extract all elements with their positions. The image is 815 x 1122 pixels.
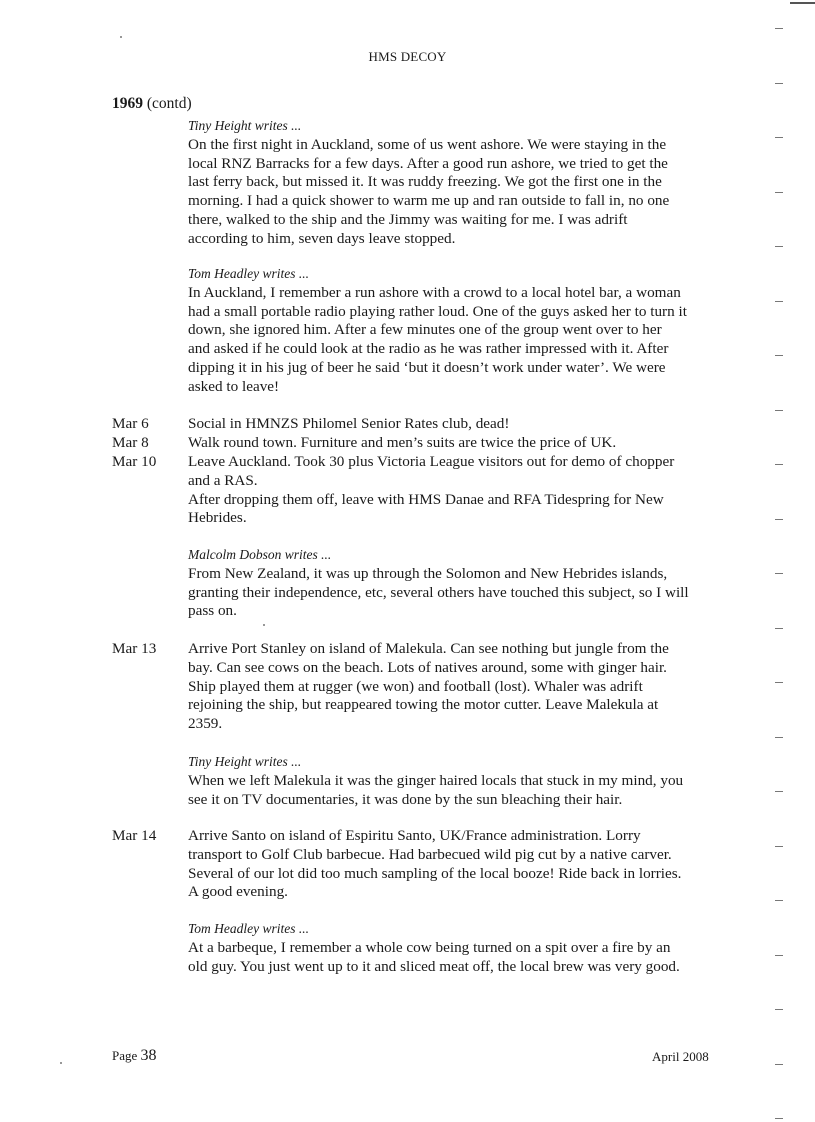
text-line: there, walked to the ship and the Jimmy was waiting for me. I was adrift: [188, 210, 628, 228]
margin-tick: [775, 955, 783, 956]
text-line: When we left Malekula it was the ginger haired locals that stuck in my mind, you: [188, 771, 684, 789]
text-line: dipping it in his jug of beer he said ‘but it doesn’t work under water’. We were: [188, 358, 666, 376]
text-line: On the first night in Auckland, some of us went ashore. We were staying in the: [188, 135, 667, 153]
text-line: old guy. You just went up to it and sliced meat off, the local brew was very good.: [188, 957, 680, 975]
text-line: Arrive Port Stanley on island of Malekula. Can see nothing but jungle from the: [188, 640, 669, 657]
text-line: and asked if he could look at the radio as he was rather impressed with it. After: [188, 340, 669, 358]
text-line: In Auckland, I remember a run ashore with a crowd to a local hotel bar, a woman: [188, 283, 681, 301]
diary-entry: [188, 827, 728, 902]
margin-tick: [775, 791, 783, 792]
author-byline: Malcolm Dobson writes ...: [188, 547, 332, 562]
author-byline: Tiny Height writes ...: [188, 754, 302, 769]
text-line: morning. I had a quick shower to warm me up and ran outside to fall in, no one: [188, 192, 670, 210]
text-line: last ferry back, but missed it. It was ruddy freezing. We got the first one in the: [188, 173, 662, 191]
text-line: Social in HMNZS Philomel Senior Rates club, dead!: [188, 415, 510, 432]
text-line: Hebrides.: [188, 509, 247, 527]
margin-tick: [775, 1064, 783, 1065]
margin-tick: [775, 573, 783, 574]
text-line: From New Zealand, it was up through the Solomon and New Hebrides islands,: [188, 564, 668, 582]
text-line: asked to leave!: [188, 377, 280, 395]
page-footer-left: [112, 1047, 157, 1065]
margin-tick: [775, 410, 783, 411]
page-number: 38: [140, 1047, 157, 1064]
anecdote-block: [188, 546, 728, 621]
text-line: see it on TV documentaries, it was done by the sun bleaching their hair.: [188, 790, 623, 808]
margin-tick: [775, 1118, 783, 1119]
anecdote-block: [188, 753, 728, 809]
diary-entry: [188, 434, 728, 453]
diary-date: Mar 14: [112, 827, 157, 844]
text-line: down, she ignored him. After a few minutes one of the group went over to her: [188, 321, 662, 339]
diary-date: Mar 10: [112, 453, 157, 470]
page-footer-date: April 2008: [652, 1049, 709, 1064]
margin-tick: [775, 900, 783, 901]
diary-date: Mar 6: [112, 415, 149, 432]
margin-tick: [775, 846, 783, 847]
scan-edge-mark: [790, 2, 815, 4]
margin-tick: [775, 192, 783, 193]
text-line: bay. Can see cows on the beach. Lots of natives around, some with ginger hair.: [188, 658, 667, 676]
margin-tick: [775, 28, 783, 29]
margin-tick: [775, 301, 783, 302]
text-line: Walk round town. Furniture and men’s suits are twice the price of UK.: [188, 434, 617, 451]
text-line: Leave Auckland. Took 30 plus Victoria League visitors out for demo of chopper: [188, 453, 675, 470]
margin-tick: [775, 464, 783, 465]
margin-tick: [775, 682, 783, 683]
diary-entry: [188, 415, 728, 434]
text-line: A good evening.: [188, 883, 288, 901]
text-line: rejoining the ship, but reappeared towing the motor cutter. Leave Malekula at: [188, 696, 659, 714]
text-line: pass on.: [188, 602, 237, 620]
text-line: After dropping them off, leave with HMS Danae and RFA Tidespring for New: [188, 490, 664, 508]
year-number: 1969: [112, 95, 143, 112]
text-line: granting their independence, etc, several others have touched this subject, so I will: [188, 583, 689, 601]
text-line: Several of our lot did too much sampling of the local booze! Ride back in lorries.: [188, 864, 682, 882]
diary-date: Mar 8: [112, 434, 149, 451]
author-byline: Tom Headley writes ...: [188, 921, 309, 936]
page-label: Page: [112, 1048, 141, 1063]
diary-entry: [188, 453, 728, 528]
diary-entry: [188, 640, 728, 734]
text-line: 2359.: [188, 715, 223, 733]
text-line: local RNZ Barracks for a few days. After a good run ashore, we tried to get the: [188, 154, 668, 172]
running-header: HMS DECOY: [368, 49, 447, 64]
text-line: transport to Golf Club barbecue. Had barbecued wild pig cut by a native carver.: [188, 845, 672, 863]
anecdote-block: [188, 920, 728, 976]
year-suffix: (contd): [143, 95, 192, 112]
anecdote-block: [188, 265, 728, 397]
margin-tick: [775, 83, 783, 84]
author-byline: Tiny Height writes ...: [188, 118, 302, 133]
margin-tick: [775, 737, 783, 738]
margin-tick: [775, 355, 783, 356]
text-line: had a small portable radio playing rather loud. One of the guys asked her to turn it: [188, 302, 687, 320]
margin-tick: [775, 1009, 783, 1010]
scan-speck: [263, 624, 265, 626]
scan-speck: [60, 1062, 62, 1064]
diary-date: Mar 13: [112, 640, 157, 657]
margin-tick: [775, 628, 783, 629]
text-line: At a barbeque, I remember a whole cow being turned on a spit over a fire by an: [188, 938, 671, 956]
margin-tick: [775, 519, 783, 520]
author-byline: Tom Headley writes ...: [188, 266, 309, 281]
text-line: according to him, seven days leave stopped.: [188, 229, 456, 247]
margin-tick: [775, 246, 783, 247]
text-line: Arrive Santo on island of Espiritu Santo, UK/France administration. Lorry: [188, 827, 641, 844]
section-year: [112, 95, 192, 113]
text-line: and a RAS.: [188, 471, 258, 489]
anecdote-block: [188, 117, 728, 249]
margin-tick: [775, 137, 783, 138]
text-line: Ship played them at rugger (we won) and football (lost). Whaler was adrift: [188, 677, 643, 695]
scan-speck: [120, 36, 122, 38]
